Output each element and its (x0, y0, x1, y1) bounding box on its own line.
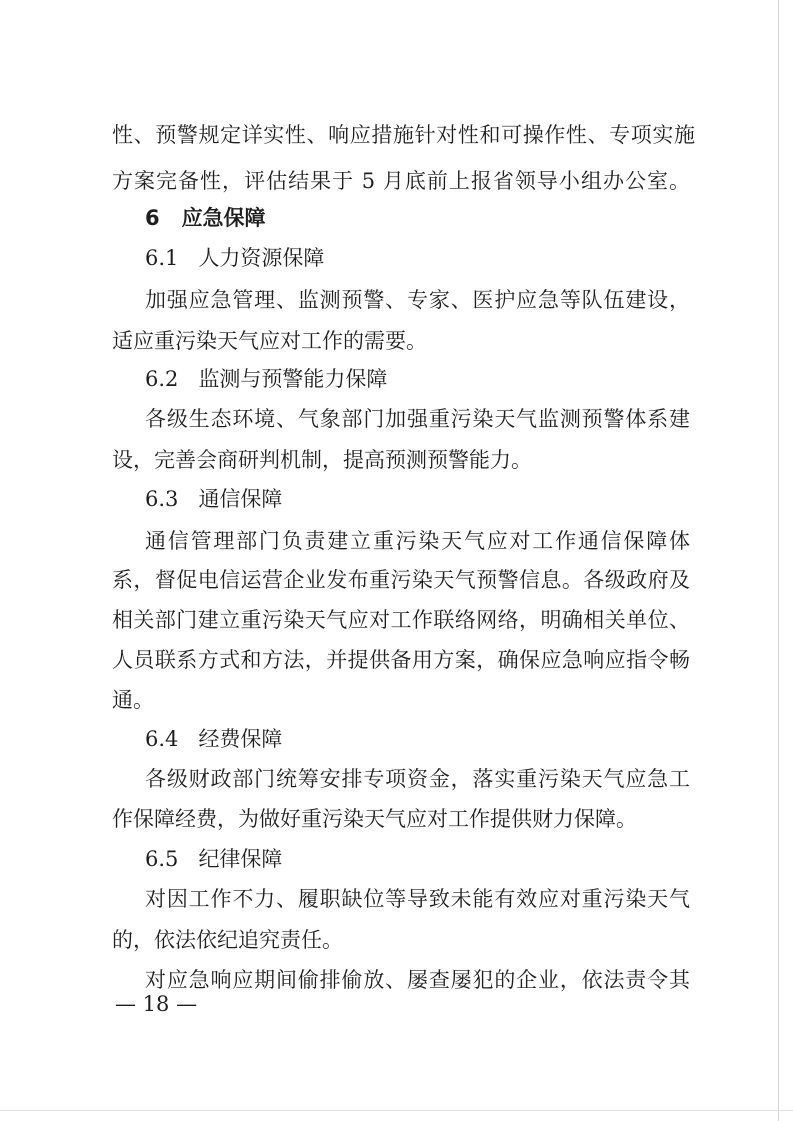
scan-edge-bottom (0, 1110, 793, 1111)
subsection-heading (145, 365, 387, 393)
subsection-number: 6.3 (145, 487, 179, 511)
paragraph-line: 对应急响应期间偷排偷放、屡查屡犯的企业，依法责令其 (145, 968, 690, 992)
section-heading (145, 204, 266, 232)
paragraph-line: 加强应急管理、监测预警、专家、医护应急等队伍建设， (145, 288, 690, 312)
paragraph-line: 通。 (112, 688, 154, 712)
subsection-title: 通信保障 (198, 487, 283, 511)
subsection-heading (145, 485, 282, 513)
subsection-number: 6.4 (145, 727, 179, 751)
paragraph-line: 方案完备性，评估结果于 5 月底前上报省领导小组办公室。 (112, 169, 690, 193)
subsection-number: 6.1 (145, 246, 179, 270)
page-number: — 18 — (115, 992, 198, 1016)
section-number: 6 (145, 206, 160, 230)
paragraph-line: 设，完善会商研判机制，提高预测预警能力。 (112, 448, 532, 472)
scan-edge-right (778, 0, 779, 1121)
paragraph-line: 性、预警规定详实性、响应措施针对性和可操作性、专项实施 (112, 123, 695, 147)
paragraph-line: 适应重污染天气应对工作的需要。 (112, 329, 427, 353)
paragraph-line: 对因工作不力、履职缺位等导致未能有效应对重污染天气 (145, 887, 690, 911)
subsection-title: 经费保障 (198, 727, 283, 751)
subsection-heading (145, 725, 282, 753)
paragraph-line: 相关部门建立重污染天气应对工作联络网络，明确相关单位、 (112, 608, 690, 632)
subsection-heading (145, 244, 324, 272)
paragraph-line: 的，依法依纪追究责任。 (112, 928, 343, 952)
paragraph-line: 各级财政部门统筹安排专项资金，落实重污染天气应急工 (145, 767, 690, 791)
paragraph-line: 系，督促电信运营企业发布重污染天气预警信息。各级政府及 (112, 568, 690, 592)
subsection-number: 6.5 (145, 847, 179, 871)
subsection-number: 6.2 (145, 367, 179, 391)
subsection-title: 监测与预警能力保障 (198, 367, 388, 391)
subsection-title: 纪律保障 (198, 847, 283, 871)
paragraph-line: 各级生态环境、气象部门加强重污染天气监测预警体系建 (145, 407, 690, 431)
paragraph-line: 通信管理部门负责建立重污染天气应对工作通信保障体 (145, 529, 690, 553)
subsection-title: 人力资源保障 (198, 246, 325, 270)
paragraph-line: 人员联系方式和方法，并提供备用方案，确保应急响应指令畅 (112, 648, 690, 672)
section-title: 应急保障 (181, 206, 266, 230)
paragraph-line: 作保障经费，为做好重污染天气应对工作提供财力保障。 (112, 807, 637, 831)
subsection-heading (145, 845, 282, 873)
